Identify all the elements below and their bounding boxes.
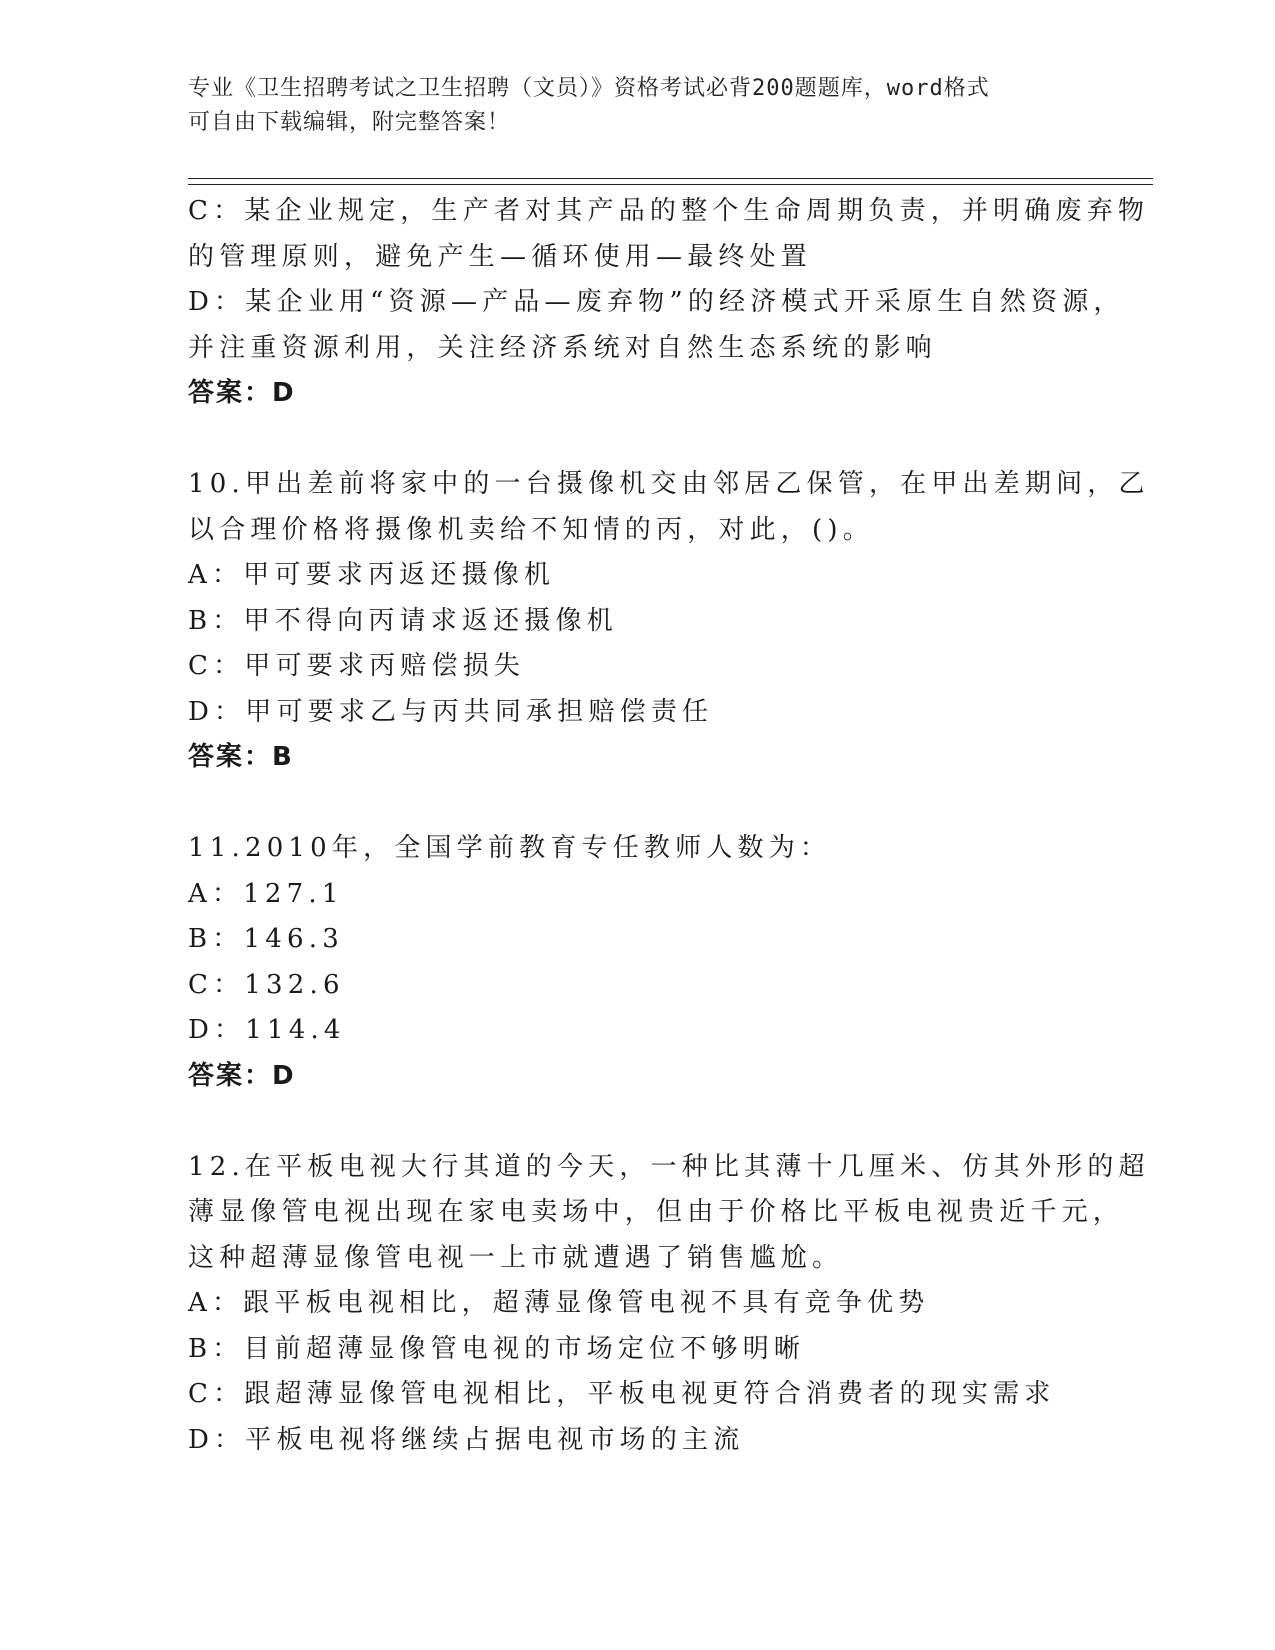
- option-b: B：146.3: [188, 924, 344, 954]
- option-d-line-1: D：某企业用“资源—产品—废弃物”的经济模式开采原生自然资源，: [188, 287, 1125, 317]
- option-c: C：132.6: [188, 969, 345, 1000]
- question-stem-line-1: 10.甲出差前将家中的一台摄像机交由邻居乙保管，在甲出差期间，乙: [188, 469, 1150, 499]
- header-rule-bottom: [188, 184, 1153, 185]
- answer-label: 答案：D: [188, 378, 296, 408]
- block-spacer: [188, 1099, 1108, 1145]
- question-stem-line-1: 12.在平板电视大行其道的今天，一种比其薄十几厘米、仿其外形的超: [188, 1151, 1150, 1182]
- header-line-2: 可自由下载编辑，附完整答案！: [188, 110, 511, 135]
- answer-label: 答案：B: [188, 742, 294, 772]
- option-d: D：甲可要求乙与丙共同承担赔偿责任: [188, 696, 714, 727]
- block-spacer: [188, 417, 1108, 463]
- option-c-line-1: C：某企业规定，生产者对其产品的整个生命周期负责，并明确废弃物: [188, 196, 1150, 226]
- option-d-line-2: 并注重资源利用，关注经济系统对自然生态系统的影响: [188, 332, 937, 363]
- document-header: [188, 72, 1088, 140]
- block-spacer: [188, 781, 1108, 827]
- question-block-11: [188, 826, 1108, 1099]
- option-a: A：跟平板电视相比，超薄显像管电视不具有竞争优势: [188, 1288, 930, 1318]
- question-content: [188, 189, 1150, 1463]
- question-block-10: [188, 462, 1150, 781]
- header-rule-top: [188, 178, 1153, 179]
- option-b: B：甲不得向丙请求返还摄像机: [188, 605, 618, 636]
- question-stem-line-2: 以合理价格将摄像机卖给不知情的丙，对此，()。: [188, 514, 874, 545]
- option-c: C：跟超薄显像管电视相比，平板电视更符合消费者的现实需求: [188, 1379, 1056, 1409]
- option-d: D：114.4: [188, 1015, 346, 1045]
- question-stem-line-2: 薄显像管电视出现在家电卖场中，但由于价格比平板电视贵近千元，: [188, 1197, 1125, 1227]
- header-line-1: 专业《卫生招聘考试之卫生招聘（文员）》资格考试必背200题题库，word格式: [188, 76, 990, 101]
- option-b: B：目前超薄显像管电视的市场定位不够明晰: [188, 1333, 806, 1364]
- option-a: A：甲可要求丙返还摄像机: [188, 560, 556, 590]
- option-d: D：平板电视将继续占据电视市场的主流: [188, 1424, 745, 1455]
- question-block-12: [188, 1145, 1150, 1464]
- answer-label: 答案：D: [188, 1060, 296, 1091]
- option-a: A：127.1: [188, 878, 344, 909]
- question-stem-line-3: 这种超薄显像管电视一上市就遭遇了销售尴尬。: [188, 1242, 844, 1273]
- question-stem-line-1: 11.2010年，全国学前教育专任教师人数为：: [188, 833, 832, 863]
- option-c-line-2: 的管理原则，避免产生—循环使用—最终处置: [188, 241, 813, 272]
- option-c: C：甲可要求丙赔偿损失: [188, 651, 526, 681]
- question-block-9: [188, 189, 1150, 417]
